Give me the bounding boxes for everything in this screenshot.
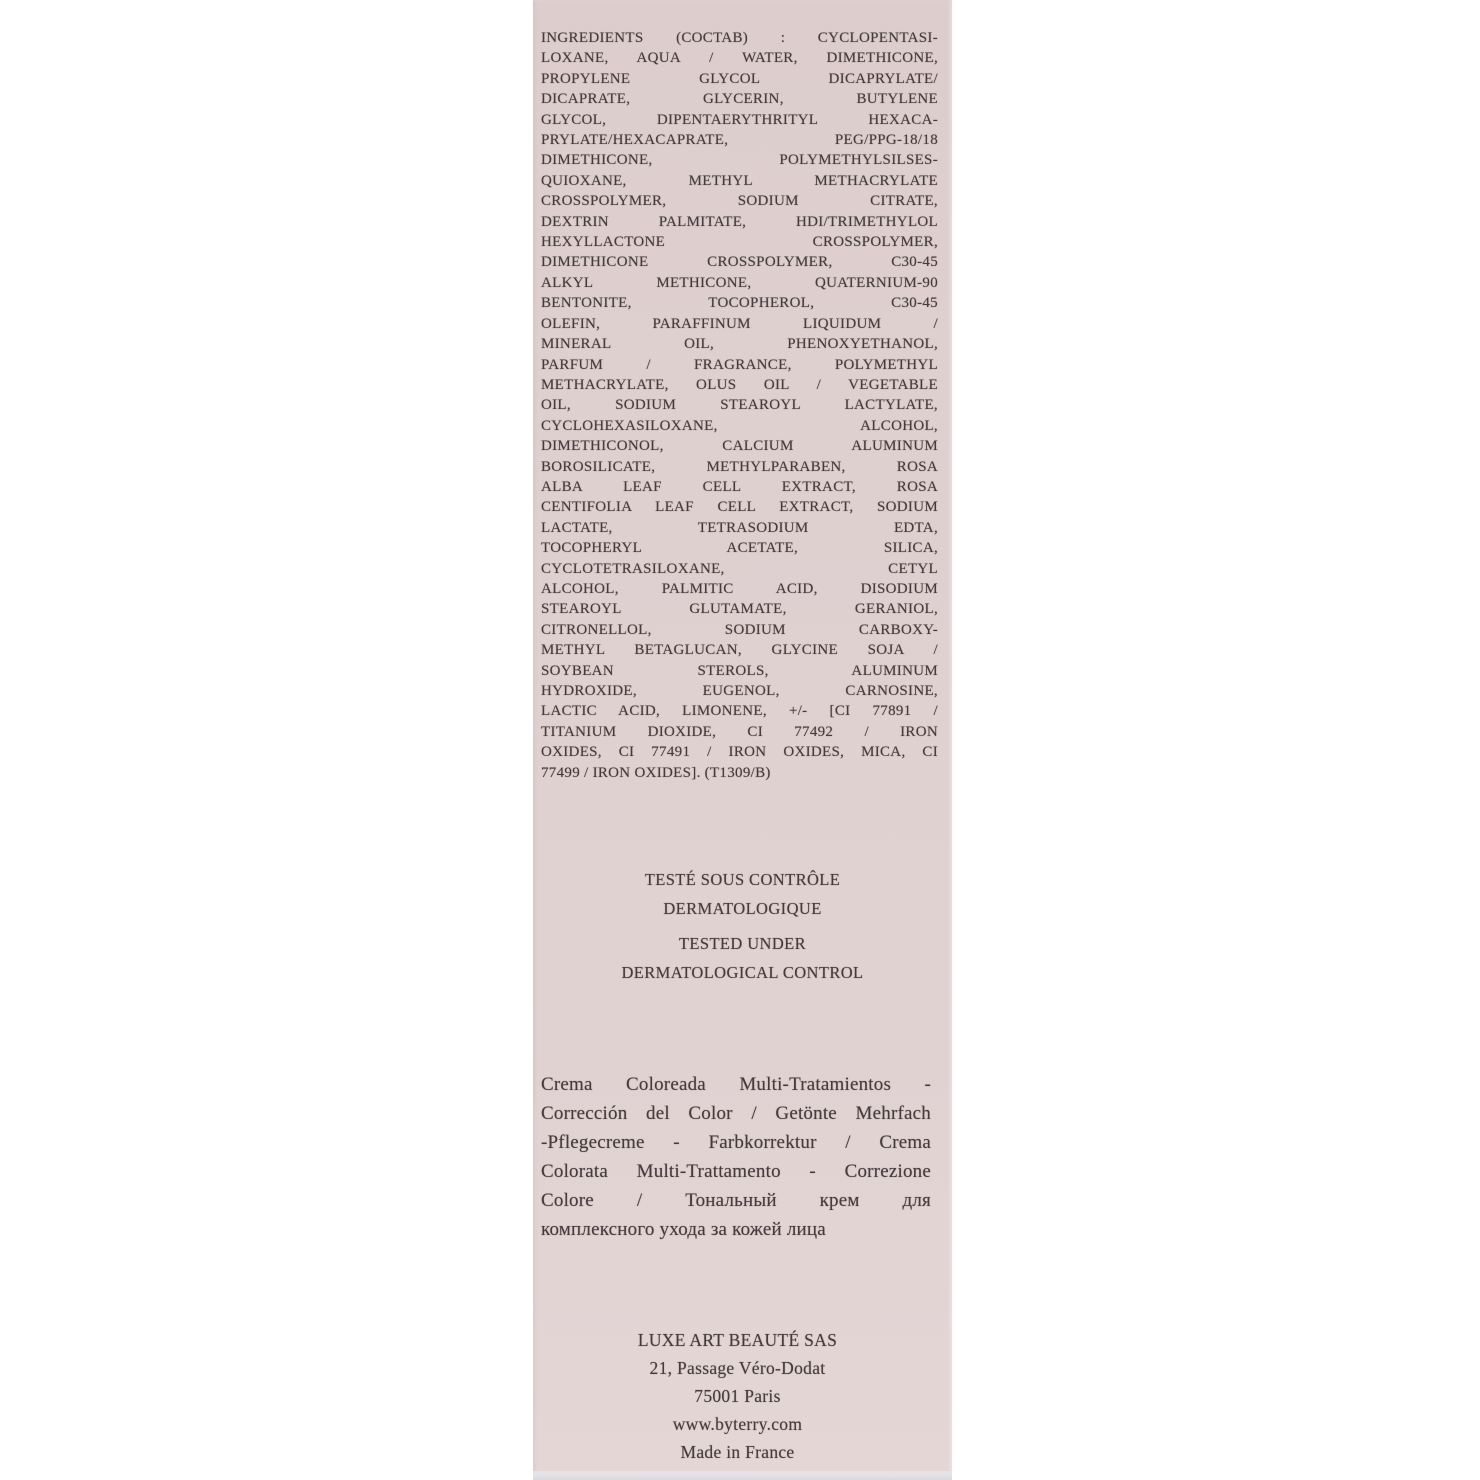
ingredients-line: METHACRYLATE, OLUS OIL / VEGETABLE (541, 376, 938, 393)
ingredients-line: SOYBEAN STEROLS, ALUMINUM (541, 662, 938, 679)
ingredients-line: QUIOXANE, METHYL METHACRYLATE (541, 172, 938, 189)
ingredients-line: OIL, SODIUM STEAROYL LACTYLATE, (541, 397, 938, 414)
tested-french-line: TESTÉ SOUS CONTRÔLE (644, 870, 841, 889)
ingredients-line: CITRONELLOL, SODIUM CARBOXY- (541, 621, 938, 638)
address-line: www.byterry.com (672, 1414, 803, 1434)
address-line: Made in France (680, 1442, 795, 1462)
ingredients-line: DIMETHICONOL, CALCIUM ALUMINUM (541, 438, 938, 455)
ingredients-line: LACTATE, TETRASODIUM EDTA, (541, 519, 938, 536)
description-line: Corrección del Color / Getönte Mehrfach (541, 1103, 931, 1124)
description-line: -Pflegecreme - Farbkorrektur / Crema (541, 1132, 931, 1153)
tested-english-line: DERMATOLOGICAL CONTROL (621, 962, 864, 982)
ingredients-line: CYCLOTETRASILOXANE, CETYL (541, 560, 938, 577)
tested-french-lines (533, 866, 952, 923)
ingredients-line: DIMETHICONE, POLYMETHYLSILSES- (541, 152, 938, 169)
ingredients-line: MINERAL OIL, PHENOXYETHANOL, (541, 336, 938, 353)
ingredients-line: BENTONITE, TOCOPHEROL, C30-45 (541, 295, 938, 312)
description-line: Crema Coloreada Multi-Tratamientos - (541, 1074, 931, 1095)
ingredients-line: METHYL BETAGLUCAN, GLYCINE SOJA / (541, 642, 938, 659)
ingredients-line: TOCOPHERYL ACETATE, SILICA, (541, 540, 938, 557)
ingredients-line: HYDROXIDE, EUGENOL, CARNOSINE, (541, 683, 938, 699)
ingredients-line: INGREDIENTS (COCTAB) : CYCLOPENTASI- (541, 30, 938, 46)
box-bottom-edge (533, 1471, 952, 1480)
ingredients-line: OXIDES, CI 77491 / IRON OXIDES, MICA, CI (541, 744, 938, 761)
ingredients-line: DIMETHICONE CROSSPOLYMER, C30-45 (541, 254, 938, 271)
ingredients-line: CENTIFOLIA LEAF CELL EXTRACT, SODIUM (541, 499, 938, 516)
ingredients-line: ALKYL METHICONE, QUATERNIUM-90 (541, 274, 938, 291)
description-line: комплексного ухода за кожей лица (541, 1219, 826, 1240)
ingredients-line: GLYCOL, DIPENTAERYTHRITYL HEXACA- (541, 111, 938, 128)
ingredients-line: LOXANE, AQUA / WATER, DIMETHICONE, (541, 50, 938, 67)
ingredients-line: DEXTRIN PALMITATE, HDI/TRIMETHYLOL (541, 213, 938, 230)
ingredients-line: OLEFIN, PARAFFINUM LIQUIDUM / (541, 315, 938, 332)
ingredients-line: ALBA LEAF CELL EXTRACT, ROSA (541, 478, 938, 495)
address-line: LUXE ART BEAUTÉ SAS (637, 1330, 838, 1350)
ingredients-line: PROPYLENE GLYCOL DICAPRYLATE/ (541, 70, 938, 87)
ingredients-line: PARFUM / FRAGRANCE, POLYMETHYL (541, 356, 938, 373)
ingredients-line: 77499 / IRON OXIDES]. (T1309/B) (541, 764, 771, 781)
manufacturer-address-block (533, 1326, 942, 1466)
description-line: Colorata Multi-Trattamento - Correzione (541, 1161, 931, 1182)
ingredients-line: DICAPRATE, GLYCERIN, BUTYLENE (541, 91, 938, 108)
ingredients-line: STEAROYL GLUTAMATE, GERANIOL, (541, 601, 938, 618)
ingredients-line: ALCOHOL, PALMITIC ACID, DISODIUM (541, 580, 938, 597)
address-line: 75001 Paris (694, 1386, 781, 1406)
packaging-back-panel (533, 0, 952, 1480)
description-line: Colore / Тональный крем для (541, 1190, 931, 1211)
ingredients-line: TITANIUM DIOXIDE, CI 77492 / IRON (541, 723, 938, 740)
tested-english-lines (533, 930, 952, 987)
ingredients-line: CYCLOHEXASILOXANE, ALCOHOL, (541, 417, 938, 434)
dermatological-control-block (533, 866, 952, 987)
tested-french-line: DERMATOLOGIQUE (663, 898, 822, 918)
ingredients-line: PRYLATE/HEXACAPRATE, PEG/PPG-18/18 (541, 132, 938, 149)
ingredients-line: LACTIC ACID, LIMONENE, +/- [CI 77891 / (541, 703, 938, 720)
address-line: 21, Passage Véro-Dodat (649, 1358, 826, 1378)
multilingual-description (541, 1070, 931, 1244)
tested-english-line: TESTED UNDER (678, 934, 807, 953)
ingredients-line: CROSSPOLYMER, SODIUM CITRATE, (541, 193, 938, 210)
ingredients-line: HEXYLLACTONE CROSSPOLYMER, (541, 234, 938, 251)
ingredients-paragraph (541, 28, 938, 783)
ingredients-line: BOROSILICATE, METHYLPARABEN, ROSA (541, 458, 938, 475)
